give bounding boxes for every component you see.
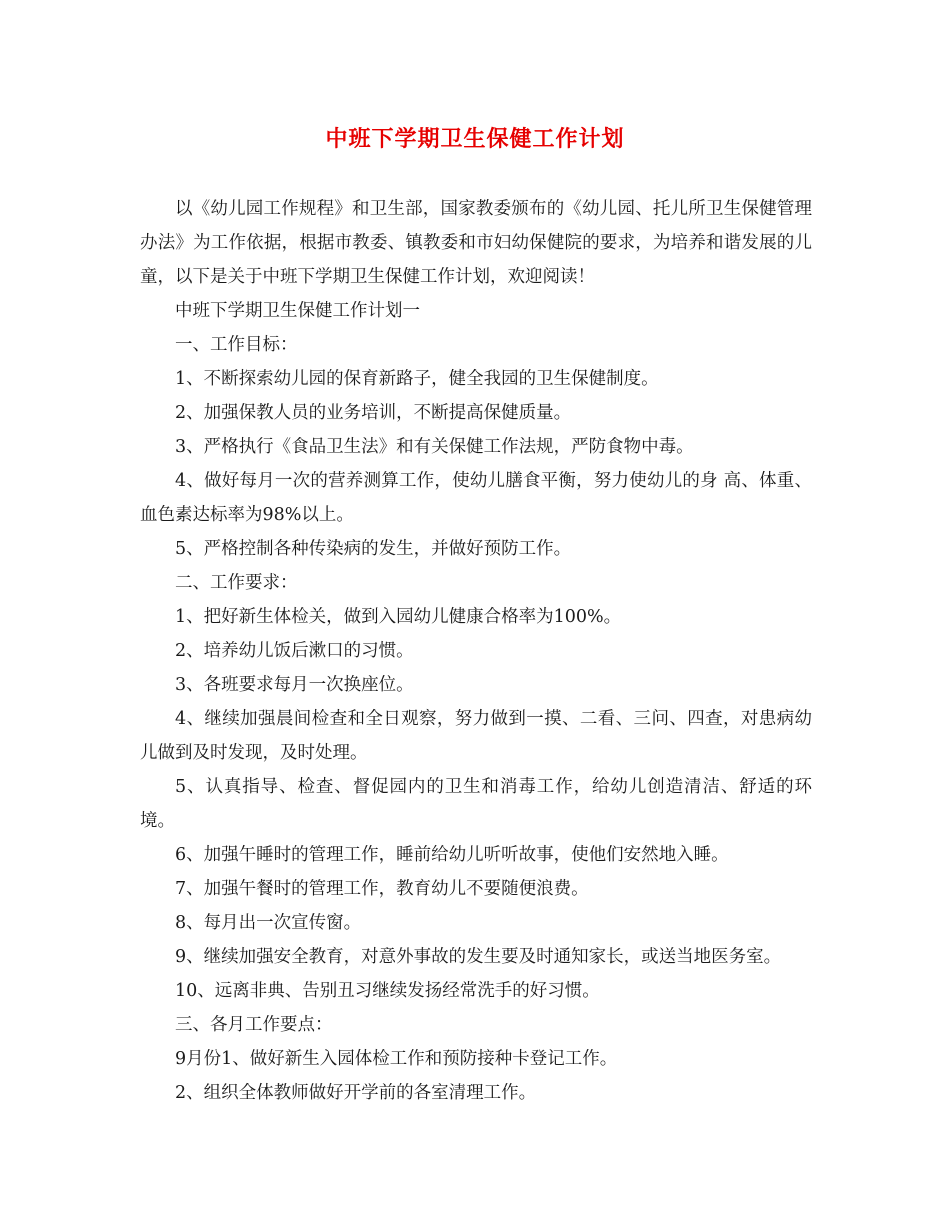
goal-item: 1、不断探索幼儿园的保育新路子，健全我园的卫生保健制度。 [175, 369, 659, 389]
requirement-item: 1、把好新生体检关，做到入园幼儿健康合格率为100%。 [175, 607, 622, 627]
requirement-item: 9、继续加强安全教育，对意外事故的发生要及时通知家长，或送当地医务室。 [175, 947, 782, 967]
plan-subtitle: 中班下学期卫生保健工作计划一 [175, 301, 420, 321]
requirement-item: 4、继续加强晨间检查和全日观察，努力做到一摸、二看、三问、四查，对患病幼儿做到及时发现，及时处理。 [140, 709, 812, 763]
document-body [140, 192, 812, 1110]
goal-item: 2、加强保教人员的业务培训，不断提高保健质量。 [175, 403, 572, 423]
requirement-item: 7、加强午餐时的管理工作，教育幼儿不要随便浪费。 [175, 879, 589, 899]
monthly-item: 9月份1、做好新生入园体检工作和预防接种卡登记工作。 [175, 1049, 618, 1069]
monthly-item: 2、组织全体教师做好开学前的各室清理工作。 [175, 1083, 537, 1103]
goal-item: 5、严格控制各种传染病的发生，并做好预防工作。 [175, 539, 572, 559]
intro-paragraph: 以《幼儿园工作规程》和卫生部，国家教委颁布的《幼儿园、托儿所卫生保健管理办法》为工作依据，根据市教委、镇教委和市妇幼保健院的要求，为培养和谐发展的儿童，以下是关于中班下学期卫生保健工作计划，欢迎阅读！ [140, 199, 812, 287]
requirement-item: 6、加强午睡时的管理工作，睡前给幼儿听听故事，使他们安然地入睡。 [175, 845, 729, 865]
document-title: 中班下学期卫生保健工作计划 [325, 126, 625, 152]
requirement-item: 5、认真指导、检查、督促园内的卫生和消毒工作，给幼儿创造清洁、舒适的环境。 [140, 777, 812, 831]
goal-item: 4、做好每月一次的营养测算工作，使幼儿膳食平衡，努力使幼儿的身 高、体重、血色素达标率为98%以上。 [140, 471, 812, 525]
section-heading-goals: 一、工作目标： [175, 335, 298, 355]
requirement-item: 10、远离非典、告别丑习继续发扬经常洗手的好习惯。 [175, 981, 600, 1001]
requirement-item: 2、培养幼儿饭后漱口的习惯。 [175, 641, 414, 661]
section-heading-requirements: 二、工作要求： [175, 573, 298, 593]
section-heading-monthly: 三、各月工作要点： [175, 1015, 333, 1035]
requirement-item: 8、每月出一次宣传窗。 [175, 913, 362, 933]
goal-item: 3、严格执行《食品卫生法》和有关保健工作法规，严防食物中毒。 [175, 437, 694, 457]
requirement-item: 3、各班要求每月一次换座位。 [175, 675, 414, 695]
